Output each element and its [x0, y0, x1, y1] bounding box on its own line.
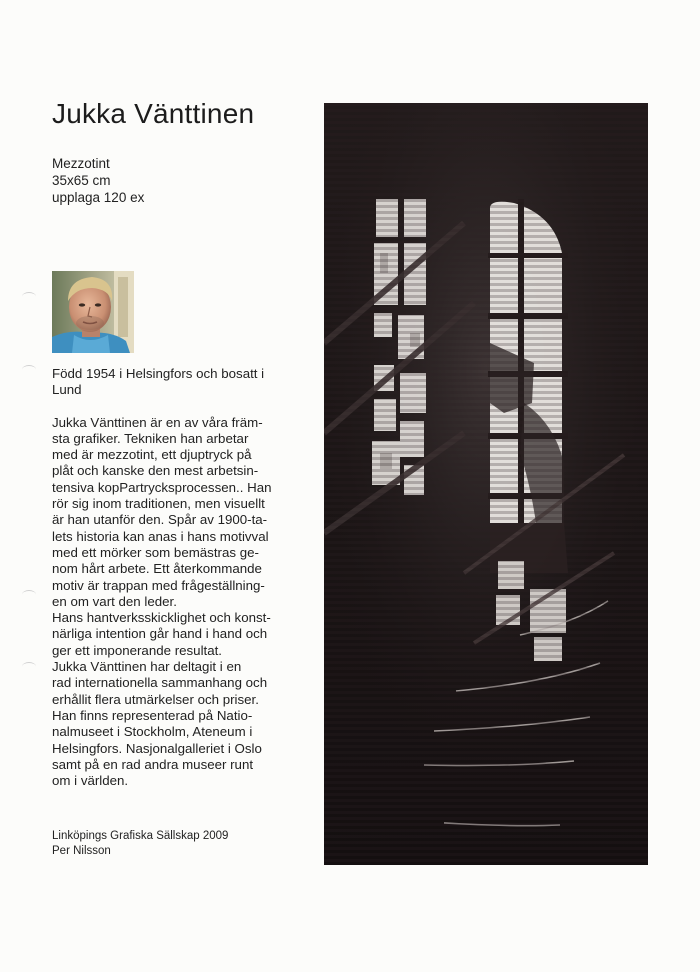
punch-mark [22, 662, 36, 671]
bio-line: nom hårt arbete. Ett återkommande [52, 561, 262, 577]
author-text: Per Nilsson [52, 845, 111, 857]
artwork-specs [52, 155, 144, 206]
bio-line: Han finns representerad på Natio- [52, 707, 253, 723]
size-text: 35x65 cm [52, 173, 111, 188]
bio-line: med ett mörker som bemästras ge- [52, 544, 259, 560]
bio-line: med är mezzotint, ett djuptryck på [52, 447, 252, 463]
bio-line: Hans hantverksskicklighet och konst- [52, 610, 271, 626]
bio-line: Jukka Vänttinen är en av våra främ- [52, 414, 263, 430]
bio-line: tensiva kopPartrycksprocessen.. Han [52, 479, 272, 495]
bio-line: motiv är trappan med frågeställning- [52, 577, 265, 593]
born-line: Född 1954 i Helsingfors och bosatt i [52, 366, 265, 381]
bio-line: närliga intention går hand i hand och [52, 626, 268, 642]
bio-line: erhållit flera utmärkelser och priser. [52, 691, 259, 707]
artist-name-title: Jukka Vänttinen [52, 98, 255, 129]
bio-line: är han utanför den. Spår av 1900-ta- [52, 512, 268, 528]
mezzotint-artwork-image [324, 103, 648, 865]
bio-line: om i världen. [52, 773, 129, 789]
bio-line: rad internationella sammanhang och [52, 675, 268, 691]
bio-line: nalmuseet i Stockholm, Ateneum i [52, 724, 253, 740]
punch-mark [22, 292, 36, 301]
punch-mark [22, 590, 36, 599]
bio-line: Helsingfors. Nasjonalgalleriet i Oslo [52, 740, 262, 756]
bio-line: lets historia kan anas i hans motivval [52, 528, 269, 544]
bio-line: rör sig inom traditionen, men visuellt [52, 496, 265, 512]
artist-biography [52, 366, 292, 789]
technique-text: Mezzotint [52, 156, 110, 171]
bio-line: ger ett imponerande resultat. [52, 642, 223, 658]
born-line: Lund [52, 382, 82, 398]
organization-text: Linköpings Grafiska Sällskap 2009 [52, 830, 229, 842]
bio-line: sta grafiker. Tekniken han arbetar [52, 430, 249, 446]
bio-line: en om vart den leder. [52, 593, 177, 609]
bio-line: plåt och kanske den mest arbetsin- [52, 463, 259, 479]
edition-text: upplaga 120 ex [52, 190, 145, 205]
document-footer [52, 829, 228, 859]
bio-line: Jukka Vänttinen har deltagit i en [52, 659, 242, 675]
punch-mark [22, 365, 36, 374]
artist-portrait-photo [52, 271, 134, 353]
bio-line: samt på en rad andra museer runt [52, 756, 254, 772]
